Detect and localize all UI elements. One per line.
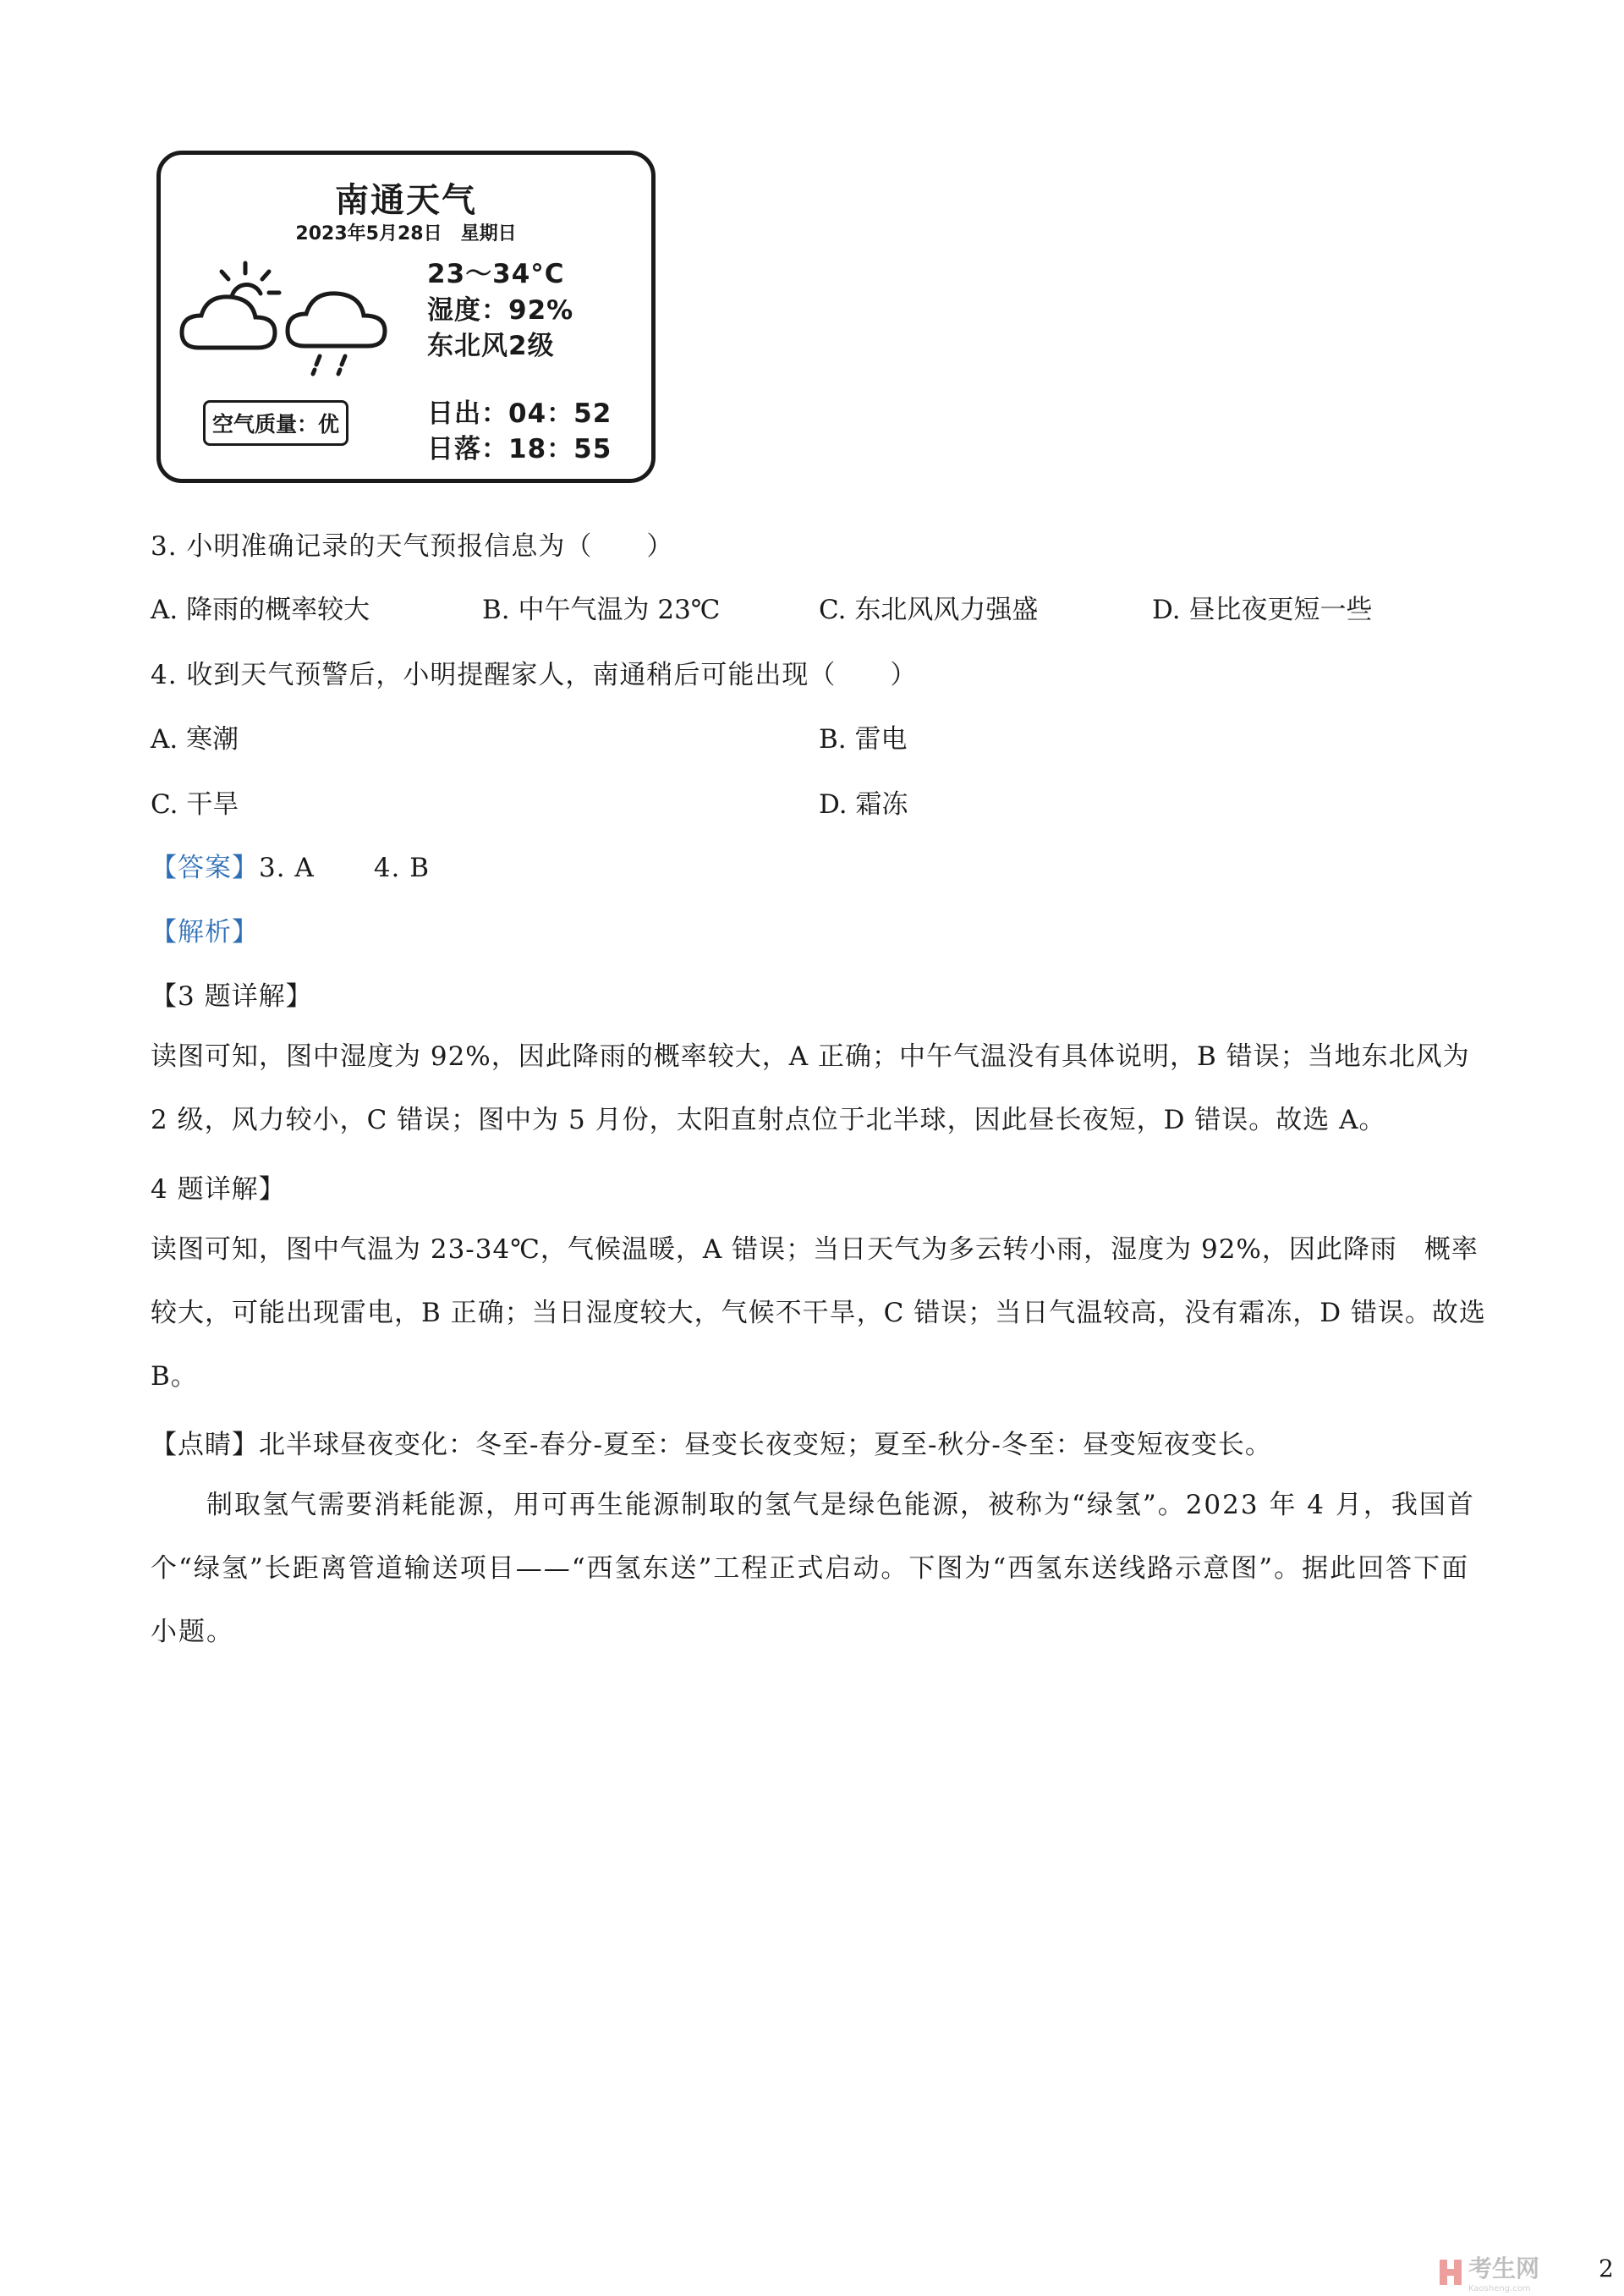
cloudy-to-rain-icon [178,255,406,382]
weather-title: 南通天气 [335,181,477,220]
watermark-url: Kaosheng.com [1468,2284,1531,2293]
answer-4: 4. B [373,853,431,883]
question-3-option-b: B. 中午气温为 23℃ [482,595,721,625]
question-4-stem: 4. 收到天气预警后，小明提醒家人，南通稍后可能出现（ ） [151,660,918,690]
tip-line [151,1423,1272,1461]
analysis-label: 【解析】 [151,917,259,948]
detail-3-heading: 【3 题详解】 [151,981,313,1012]
question-3-stem: 3. 小明准确记录的天气预报信息为（ ） [151,531,674,562]
page-number: 2 [1599,2255,1614,2282]
intro-paragraph: 制取氢气需要消耗能源，用可再生能源制取的氢气是绿色能源，被称为“绿氢”。2023 年 4 月，我国首个“绿氢”长距离管道输送项目——“西氢东送”工程正式启动。下图为“西氢东送线路示意图”。据此回答下面小题。 [151,1490,1475,1647]
weather-sunrise: 日出：04：52 [427,398,612,429]
weather-temperature: 23～34°C [427,259,565,289]
question-3-option-c: C. 东北风风力强盛 [819,595,1039,625]
question-3-option-d: D. 昼比夜更短一些 [1152,595,1373,625]
detail-4-text: 读图可知，图中气温为 23-34℃，气候温暖，A 错误；当日天气为多云转小雨，湿度为 92%，因此降雨 概率较大，可能出现雷电，B 正确；当日湿度较大，气候不干旱，C 错误；当日气温较高，没有霜冻，D 错误。故选 B。 [151,1234,1486,1392]
tip-label: 【点睛】 [151,1430,259,1460]
weather-wind: 东北风2级 [427,331,555,361]
detail-3-text: 读图可知，图中湿度为 92%，因此降雨的概率较大，A 正确；中午气温没有具体说明，B 错误；当地东北风为 2 级，风力较小，C 错误；图中为 5 月份，太阳直射点位于北半球，因此昼长夜短，D 错误。故选 A。 [151,1041,1470,1135]
question-4-option-b: B. 雷电 [819,724,908,755]
watermark [1438,2250,1539,2293]
answer-line [151,846,430,884]
air-quality-badge: 空气质量：优 [203,400,348,446]
tip-text: 北半球昼夜变化：冬至-春分-夏至：昼变长夜变短；夏至-秋分-冬至：昼变短夜变长。 [259,1430,1272,1460]
answer-label: 【答案】 [151,853,259,883]
question-4-option-a: A. 寒潮 [151,724,239,755]
question-4-option-d: D. 霜冻 [819,789,908,820]
question-3-option-a: A. 降雨的概率较大 [151,595,370,625]
weather-sunset: 日落：18：55 [427,434,612,464]
weather-humidity: 湿度：92% [427,295,574,326]
watermark-name: 考生网 [1468,2255,1540,2282]
answer-3: 3. A [259,853,315,883]
detail-4-heading: 4 题详解】 [151,1174,286,1205]
kaosheng-logo-icon [1438,2258,1463,2287]
question-4-option-c: C. 干旱 [151,789,239,820]
weather-date: 2023年5月28日 星期日 [295,223,517,244]
weather-card [156,151,656,483]
